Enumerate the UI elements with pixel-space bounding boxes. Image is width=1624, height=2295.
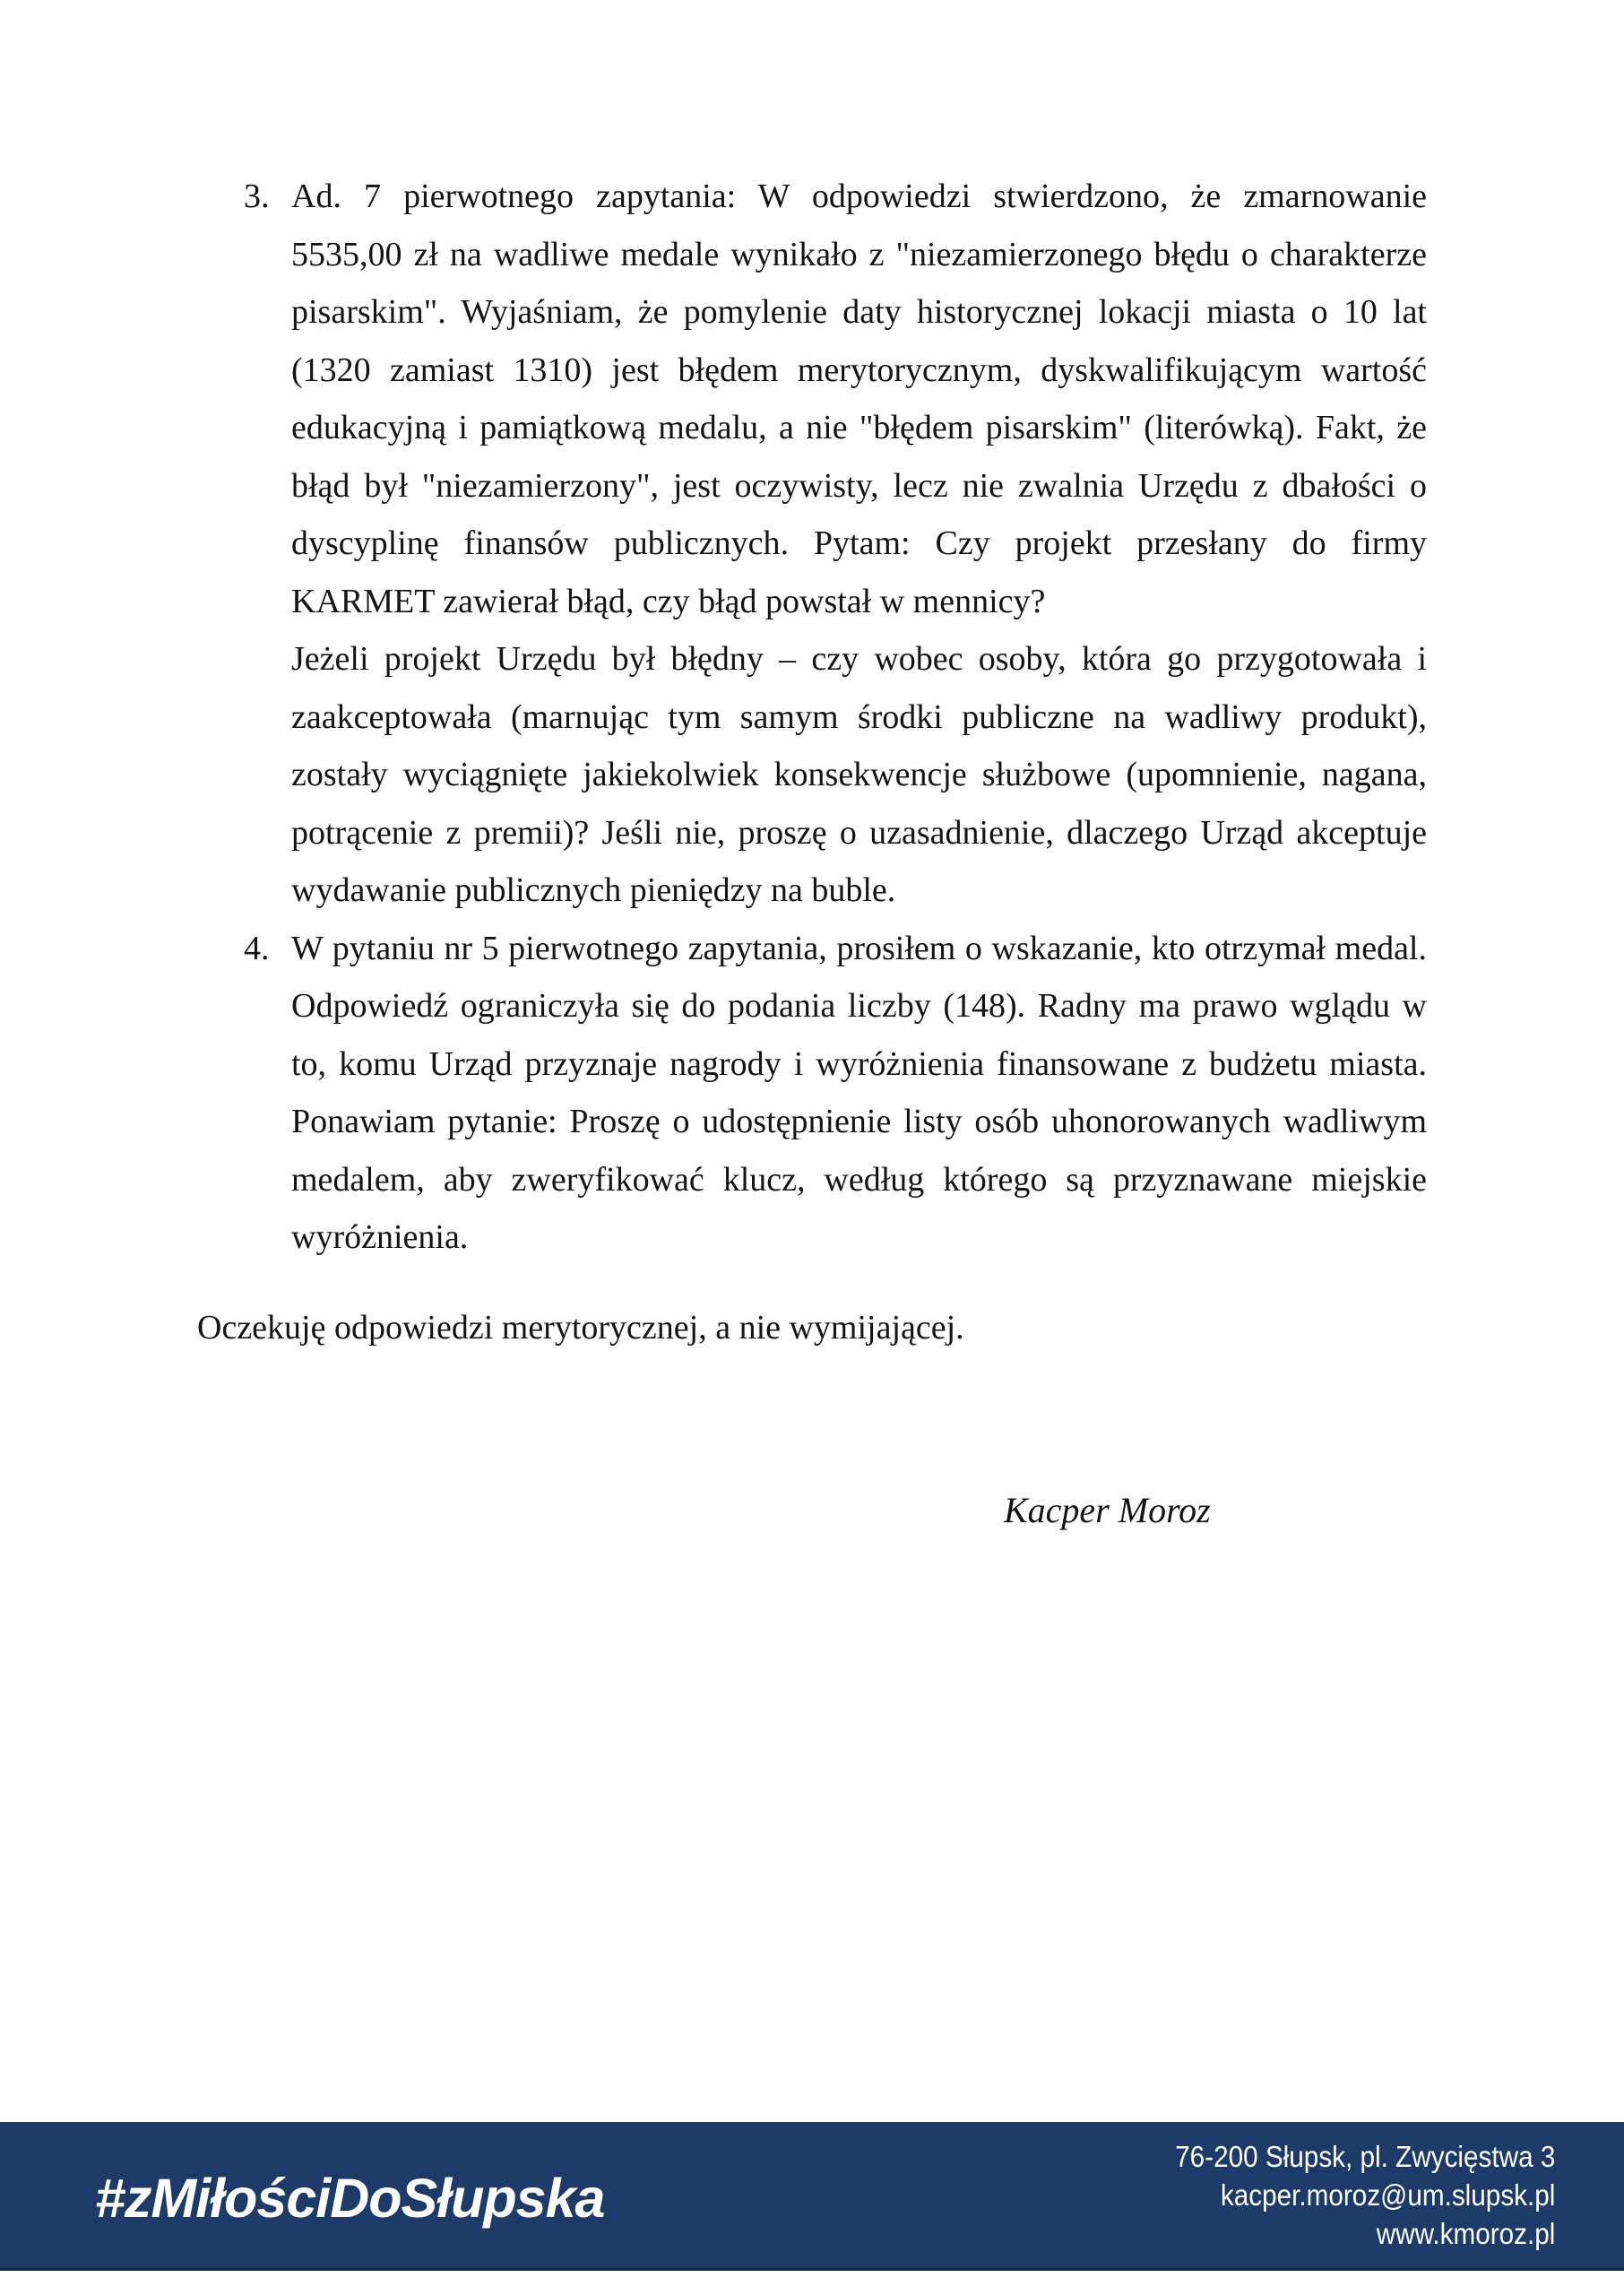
footer-hashtag: #zMiłościDoSłupska bbox=[95, 2168, 605, 2229]
list-item-4 bbox=[197, 920, 1427, 1267]
list-item-number: 3. bbox=[244, 178, 270, 215]
paragraph-ad7: Ad. 7 pierwotnego zapytania: W odpowiedzi stwierdzono, że zmarnowanie 5535,00 zł na wadliwe medale wynikało z "niezamierzonego błędu o charakterze pisarskim". Wyjaśniam, że pomylenie daty historycznej lokacji miasta o 10 lat (1320 zamiast 1310) jest błędem merytorycznym, dyskwalifikującym wartość edukacyjną i pamiątkową medalu, a nie "błędem pisarskim" (literówką). Fakt, że błąd był "niezamierzony", jest oczywisty, lecz nie zwalnia Urzędu z dbałości o dyscyplinę finansów publicznych. Pytam: Czy projekt przesłany do firmy KARMET zawierał błąd, czy błąd powstał w mennicy? bbox=[291, 178, 1427, 620]
footer-bar bbox=[0, 2122, 1624, 2271]
list-item-number: 4. bbox=[244, 929, 270, 967]
signature-name: Kacper Moroz bbox=[1004, 1490, 1211, 1530]
footer-address-line: 76-200 Słupsk, pl. Zwycięstwa 3 bbox=[1174, 2139, 1555, 2173]
footer-contact-block bbox=[1175, 2137, 1555, 2253]
paragraph-jezeli-projekt: Jeżeli projekt Urzędu był błędny – czy wobec osoby, która go przygotowała i zaakceptowała (marnując tym samym środki publiczne na wadliwy produkt), zostały wyciągnięte jakiekolwiek konsekwencje służbowe (upomnienie, nagana, potrącenie z premii)? Jeśli nie, proszę o uzasadnienie, dlaczego Urząd akceptuje wydawanie publicznych pieniędzy na buble. bbox=[291, 640, 1427, 909]
paragraph-pytanie-nr5: W pytaniu nr 5 pierwotnego zapytania, prosiłem o wskazanie, kto otrzymał medal. Odpowiedź ograniczyła się do podania liczby (148). Radny ma prawo wglądu w to, komu Urząd przyznaje nagrody i wyróżnienia finansowane z budżetu miasta. Ponawiam pytanie: Proszę o udostępnienie listy osób uhonorowanych wadliwym medalem, aby zweryfikować klucz, według którego są przyznawane miejskie wyróżnienia. bbox=[291, 929, 1427, 1256]
closing-line: Oczekuję odpowiedzi merytorycznej, a nie wymijającej. bbox=[197, 1308, 964, 1347]
footer-email-line: kacper.moroz@um.slupsk.pl bbox=[1220, 2178, 1555, 2212]
list-item-3 bbox=[197, 168, 1427, 920]
letter-body bbox=[197, 168, 1427, 1531]
footer-website-line: www.kmoroz.pl bbox=[1376, 2216, 1555, 2250]
